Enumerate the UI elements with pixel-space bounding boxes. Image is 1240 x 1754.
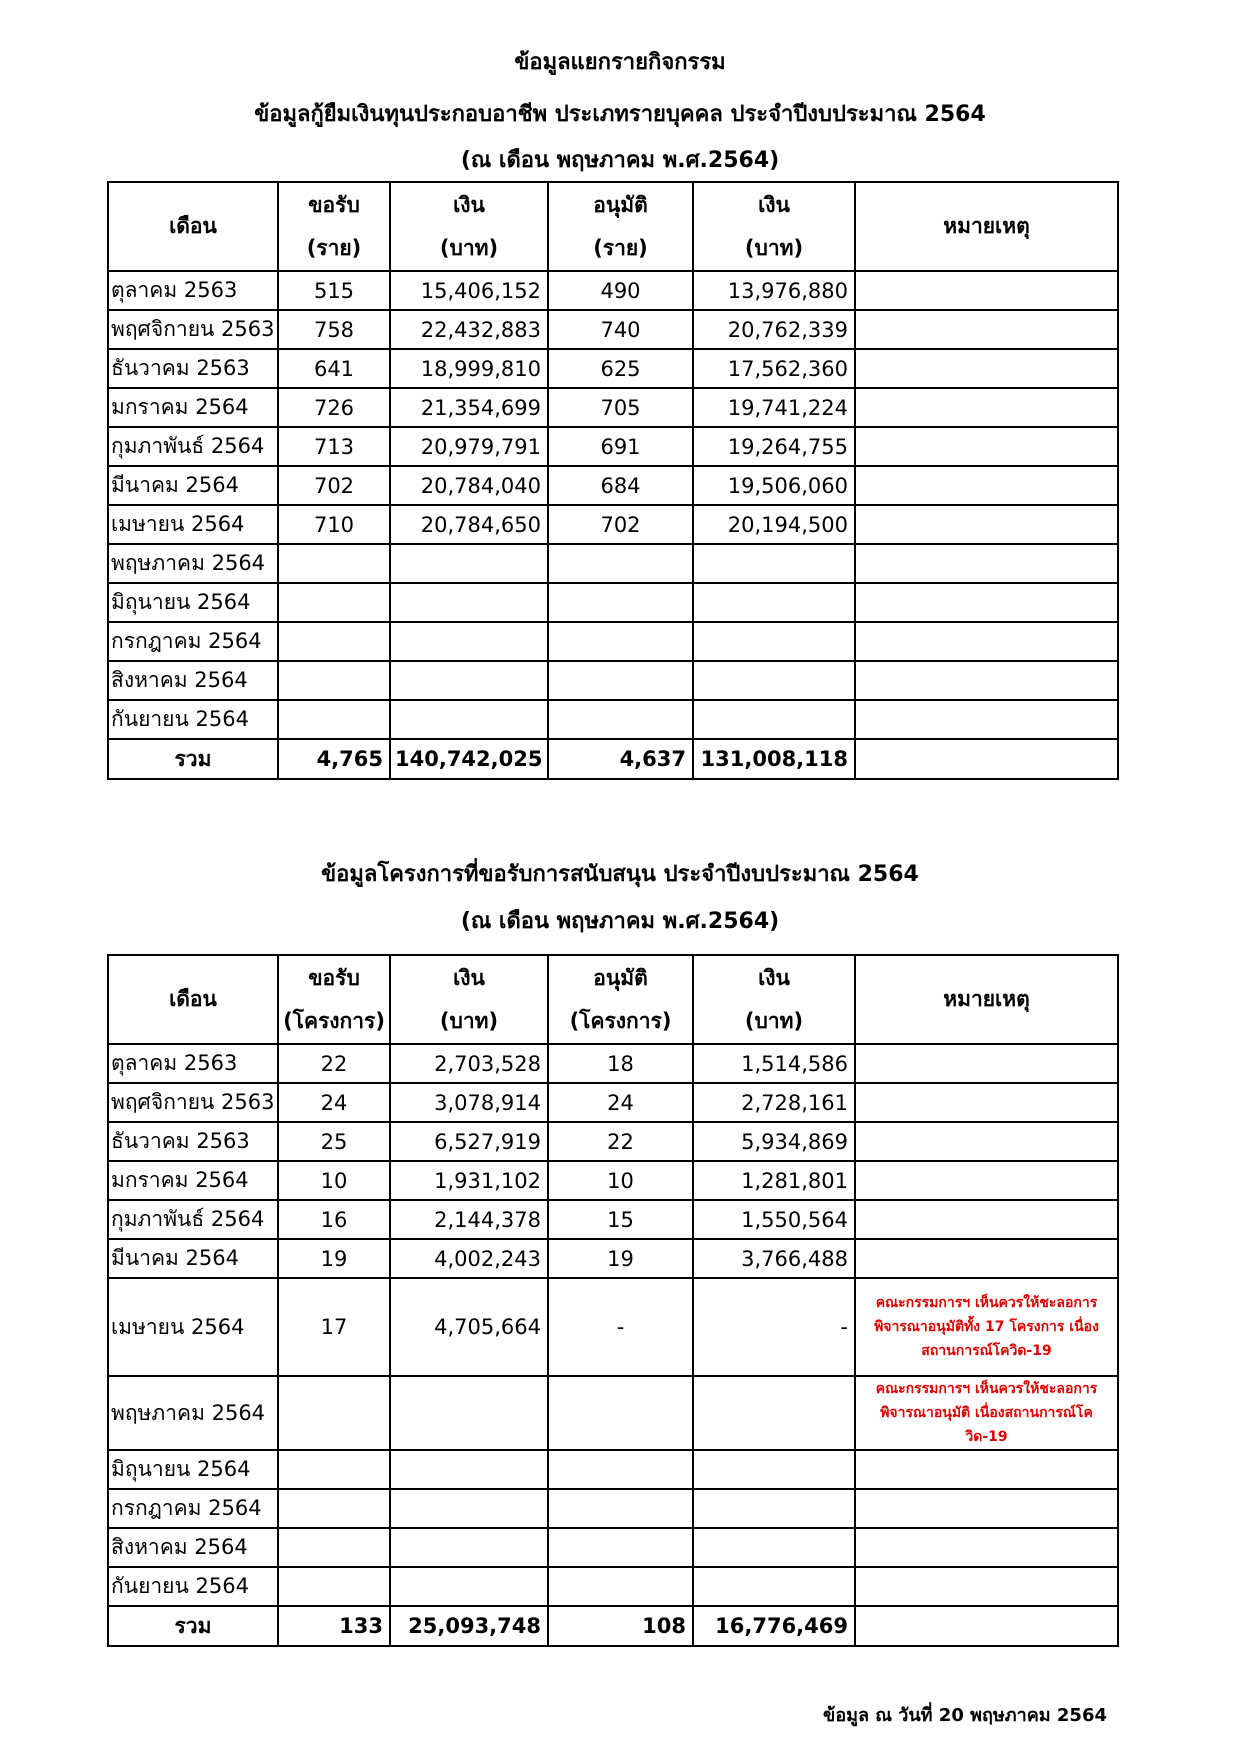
table-row (108, 622, 1118, 661)
column-header-unit: (บาท) (439, 1008, 499, 1033)
request-amount-cell (390, 583, 548, 622)
remark-cell (855, 1122, 1118, 1161)
approved-amount-cell: 1,514,586 (693, 1044, 855, 1083)
column-header (855, 182, 1118, 271)
approved-amount-cell: 13,976,880 (693, 271, 855, 310)
individual-loan-table (107, 181, 1119, 780)
request-count-cell (278, 544, 390, 583)
column-header-label: อนุมัติ (593, 192, 648, 217)
total-remark-cell (855, 1606, 1118, 1646)
approved-amount-cell (693, 1528, 855, 1567)
request-amount-cell (390, 1528, 548, 1567)
approved-count-cell (548, 661, 693, 700)
total-request-amount: 25,093,748 (390, 1606, 548, 1646)
approved-count-cell (548, 1489, 693, 1528)
column-header (390, 955, 548, 1044)
request-amount-cell: 18,999,810 (390, 349, 548, 388)
month-cell: มิถุนายน 2564 (108, 1450, 278, 1489)
request-amount-cell: 21,354,699 (390, 388, 548, 427)
remark-cell (855, 310, 1118, 349)
table-row (108, 310, 1118, 349)
remark-cell (855, 1044, 1118, 1083)
approved-count-cell: 490 (548, 271, 693, 310)
approved-amount-cell (693, 700, 855, 739)
column-header-label: เงิน (453, 965, 485, 990)
table-row (108, 1161, 1118, 1200)
column-header (108, 182, 278, 271)
approved-amount-cell (693, 1489, 855, 1528)
table1-subtitle: (ณ เดือน พฤษภาคม พ.ศ.2564) (460, 148, 780, 173)
request-amount-cell (390, 544, 548, 583)
total-request-amount: 140,742,025 (390, 739, 548, 779)
month-cell: พฤษภาคม 2564 (108, 1376, 278, 1450)
request-amount-cell: 2,703,528 (390, 1044, 548, 1083)
approved-count-cell: 24 (548, 1083, 693, 1122)
total-approved-count: 108 (548, 1606, 693, 1646)
column-header (855, 955, 1118, 1044)
request-amount-cell (390, 1376, 548, 1450)
request-amount-cell: 4,002,243 (390, 1239, 548, 1278)
request-count-cell (278, 583, 390, 622)
month-cell: มกราคม 2564 (108, 388, 278, 427)
month-cell: สิงหาคม 2564 (108, 661, 278, 700)
request-amount-cell (390, 700, 548, 739)
column-header-label: เดือน (169, 987, 217, 1011)
approved-count-cell: 684 (548, 466, 693, 505)
month-cell: พฤษภาคม 2564 (108, 544, 278, 583)
table1-title: ข้อมูลกู้ยืมเงินทุนประกอบอาชีพ ประเภทรายบุคคล ประจำปีงบประมาณ 2564 (254, 102, 986, 127)
project-support-table (107, 954, 1119, 1647)
request-count-cell: 713 (278, 427, 390, 466)
month-cell: กันยายน 2564 (108, 1567, 278, 1606)
column-header (278, 955, 390, 1044)
remark-cell (855, 388, 1118, 427)
column-header-label: เดือน (169, 214, 217, 238)
approved-amount-cell: 17,562,360 (693, 349, 855, 388)
approved-count-cell (548, 1528, 693, 1567)
approved-count-cell (548, 1567, 693, 1606)
total-approved-count: 4,637 (548, 739, 693, 779)
month-cell: กรกฎาคม 2564 (108, 622, 278, 661)
request-amount-cell: 20,979,791 (390, 427, 548, 466)
request-count-cell: 16 (278, 1200, 390, 1239)
approved-amount-cell: - (693, 1278, 855, 1376)
column-header-label: เงิน (758, 965, 790, 990)
table2-title: ข้อมูลโครงการที่ขอรับการสนับสนุน ประจำปีงบประมาณ 2564 (321, 862, 919, 887)
approved-amount-cell: 19,506,060 (693, 466, 855, 505)
month-cell: ตุลาคม 2563 (108, 271, 278, 310)
request-count-cell: 10 (278, 1161, 390, 1200)
month-cell: กุมภาพันธ์ 2564 (108, 427, 278, 466)
request-count-cell (278, 622, 390, 661)
month-cell: กุมภาพันธ์ 2564 (108, 1200, 278, 1239)
remark-cell (855, 661, 1118, 700)
approved-count-cell: 705 (548, 388, 693, 427)
remark-cell (855, 583, 1118, 622)
request-count-cell: 25 (278, 1122, 390, 1161)
request-count-cell (278, 1528, 390, 1567)
approved-amount-cell: 1,281,801 (693, 1161, 855, 1200)
total-request-count: 133 (278, 1606, 390, 1646)
column-header-unit: (โครงการ) (569, 1008, 672, 1033)
table-row (108, 661, 1118, 700)
table-row (108, 1528, 1118, 1567)
request-amount-cell: 4,705,664 (390, 1278, 548, 1376)
column-header-label: หมายเหตุ (943, 214, 1030, 238)
table-row (108, 544, 1118, 583)
column-header-label: เงิน (758, 192, 790, 217)
request-count-cell (278, 1376, 390, 1450)
approved-count-cell: 15 (548, 1200, 693, 1239)
remark-cell (855, 1489, 1118, 1528)
column-header-unit: (บาท) (744, 1008, 804, 1033)
table-row (108, 1278, 1118, 1376)
column-header-label: ขอรับ (308, 965, 360, 990)
total-row (108, 739, 1118, 779)
approved-count-cell: 19 (548, 1239, 693, 1278)
column-header-unit: (ราย) (306, 235, 362, 260)
column-header-label: ขอรับ (308, 192, 360, 217)
request-count-cell: 758 (278, 310, 390, 349)
total-approved-amount: 16,776,469 (693, 1606, 855, 1646)
remark-cell (855, 466, 1118, 505)
month-cell: มิถุนายน 2564 (108, 583, 278, 622)
approved-count-cell: 22 (548, 1122, 693, 1161)
data-as-of-date: ข้อมูล ณ วันที่ 20 พฤษภาคม 2564 (823, 1705, 1107, 1726)
table-row (108, 349, 1118, 388)
request-amount-cell: 6,527,919 (390, 1122, 548, 1161)
request-count-cell (278, 1450, 390, 1489)
remark-cell (855, 1083, 1118, 1122)
approved-amount-cell (693, 544, 855, 583)
remark-cell (855, 1161, 1118, 1200)
request-amount-cell (390, 1489, 548, 1528)
request-count-cell: 19 (278, 1239, 390, 1278)
column-header-label: หมายเหตุ (943, 987, 1030, 1011)
remark-cell (855, 1567, 1118, 1606)
column-header-label: เงิน (453, 192, 485, 217)
request-amount-cell (390, 622, 548, 661)
total-approved-amount: 131,008,118 (693, 739, 855, 779)
month-cell: มีนาคม 2564 (108, 466, 278, 505)
column-header (548, 955, 693, 1044)
column-header (390, 182, 548, 271)
table-row (108, 583, 1118, 622)
approved-amount-cell: 19,264,755 (693, 427, 855, 466)
approved-amount-cell (693, 661, 855, 700)
month-cell: เมษายน 2564 (108, 505, 278, 544)
table-row (108, 1083, 1118, 1122)
month-cell: พฤศจิกายน 2563 (108, 310, 278, 349)
approved-count-cell: 740 (548, 310, 693, 349)
request-amount-cell (390, 1450, 548, 1489)
request-count-cell: 710 (278, 505, 390, 544)
approved-amount-cell (693, 1567, 855, 1606)
remark-cell (855, 1528, 1118, 1567)
table-row (108, 427, 1118, 466)
request-count-cell (278, 700, 390, 739)
table-row (108, 1567, 1118, 1606)
month-cell: ธันวาคม 2563 (108, 349, 278, 388)
request-count-cell: 726 (278, 388, 390, 427)
approved-amount-cell (693, 583, 855, 622)
table2-subtitle: (ณ เดือน พฤษภาคม พ.ศ.2564) (460, 909, 780, 934)
month-cell: กรกฎาคม 2564 (108, 1489, 278, 1528)
approved-amount-cell: 19,741,224 (693, 388, 855, 427)
request-amount-cell: 1,931,102 (390, 1161, 548, 1200)
table-row (108, 1489, 1118, 1528)
table-row (108, 1200, 1118, 1239)
table-row (108, 466, 1118, 505)
total-request-count: 4,765 (278, 739, 390, 779)
approved-count-cell: 625 (548, 349, 693, 388)
remark-cell (855, 271, 1118, 310)
approved-count-cell: 18 (548, 1044, 693, 1083)
column-header-label: อนุมัติ (593, 965, 648, 990)
column-header-unit: (โครงการ) (283, 1008, 385, 1033)
request-count-cell (278, 1567, 390, 1606)
total-row (108, 1606, 1118, 1646)
request-count-cell: 515 (278, 271, 390, 310)
approved-amount-cell: 3,766,488 (693, 1239, 855, 1278)
table-row (108, 700, 1118, 739)
approved-count-cell (548, 1450, 693, 1489)
request-count-cell: 24 (278, 1083, 390, 1122)
approved-count-cell: - (548, 1278, 693, 1376)
approved-count-cell (548, 583, 693, 622)
table-row (108, 1450, 1118, 1489)
month-cell: ธันวาคม 2563 (108, 1122, 278, 1161)
request-amount-cell: 15,406,152 (390, 271, 548, 310)
remark-cell (855, 544, 1118, 583)
approved-amount-cell (693, 1376, 855, 1450)
column-header-unit: (บาท) (744, 235, 804, 260)
approved-amount-cell: 5,934,869 (693, 1122, 855, 1161)
request-count-cell (278, 1489, 390, 1528)
column-header-unit: (ราย) (593, 235, 648, 260)
request-amount-cell: 20,784,040 (390, 466, 548, 505)
approved-count-cell: 691 (548, 427, 693, 466)
approved-amount-cell: 1,550,564 (693, 1200, 855, 1239)
document-title: ข้อมูลแยกรายกิจกรรม (514, 50, 726, 75)
approved-count-cell (548, 700, 693, 739)
approved-count-cell (548, 622, 693, 661)
column-header (278, 182, 390, 271)
request-amount-cell: 20,784,650 (390, 505, 548, 544)
remark-cell: คณะกรรมการฯ เห็นควรให้ชะลอการพิจารณาอนุมัติทั้ง 17 โครงการ เนื่องสถานการณ์โควิด-19 (855, 1278, 1118, 1376)
approved-amount-cell (693, 1450, 855, 1489)
table-row (108, 388, 1118, 427)
approved-count-cell: 702 (548, 505, 693, 544)
table-header-row (108, 182, 1118, 271)
approved-count-cell (548, 1376, 693, 1450)
remark-cell (855, 1239, 1118, 1278)
month-cell: กันยายน 2564 (108, 700, 278, 739)
remark-cell (855, 505, 1118, 544)
request-count-cell: 22 (278, 1044, 390, 1083)
remark-cell (855, 349, 1118, 388)
column-header (693, 182, 855, 271)
approved-count-cell: 10 (548, 1161, 693, 1200)
month-cell: มีนาคม 2564 (108, 1239, 278, 1278)
month-cell: มกราคม 2564 (108, 1161, 278, 1200)
remark-cell: คณะกรรมการฯ เห็นควรให้ชะลอการพิจารณาอนุมัติ เนื่องสถานการณ์โควิด-19 (855, 1376, 1118, 1450)
month-cell: เมษายน 2564 (108, 1278, 278, 1376)
column-header (693, 955, 855, 1044)
total-remark-cell (855, 739, 1118, 779)
approved-amount-cell: 20,194,500 (693, 505, 855, 544)
month-cell: ตุลาคม 2563 (108, 1044, 278, 1083)
request-count-cell: 17 (278, 1278, 390, 1376)
table-row (108, 271, 1118, 310)
total-label: รวม (108, 1606, 278, 1646)
approved-amount-cell (693, 622, 855, 661)
month-cell: พฤศจิกายน 2563 (108, 1083, 278, 1122)
total-label: รวม (108, 739, 278, 779)
request-count-cell: 702 (278, 466, 390, 505)
table-row (108, 1122, 1118, 1161)
remark-cell (855, 1200, 1118, 1239)
table-row (108, 1044, 1118, 1083)
column-header (108, 955, 278, 1044)
request-count-cell (278, 661, 390, 700)
remark-cell (855, 427, 1118, 466)
approved-count-cell (548, 544, 693, 583)
request-amount-cell: 22,432,883 (390, 310, 548, 349)
remark-cell (855, 622, 1118, 661)
request-amount-cell: 3,078,914 (390, 1083, 548, 1122)
column-header (548, 182, 693, 271)
approved-amount-cell: 20,762,339 (693, 310, 855, 349)
request-amount-cell: 2,144,378 (390, 1200, 548, 1239)
table-row (108, 505, 1118, 544)
table-header-row (108, 955, 1118, 1044)
request-amount-cell (390, 661, 548, 700)
table-row (108, 1239, 1118, 1278)
remark-cell (855, 700, 1118, 739)
column-header-unit: (บาท) (439, 235, 499, 260)
request-count-cell: 641 (278, 349, 390, 388)
month-cell: สิงหาคม 2564 (108, 1528, 278, 1567)
request-amount-cell (390, 1567, 548, 1606)
remark-cell (855, 1450, 1118, 1489)
approved-amount-cell: 2,728,161 (693, 1083, 855, 1122)
table-row (108, 1376, 1118, 1450)
